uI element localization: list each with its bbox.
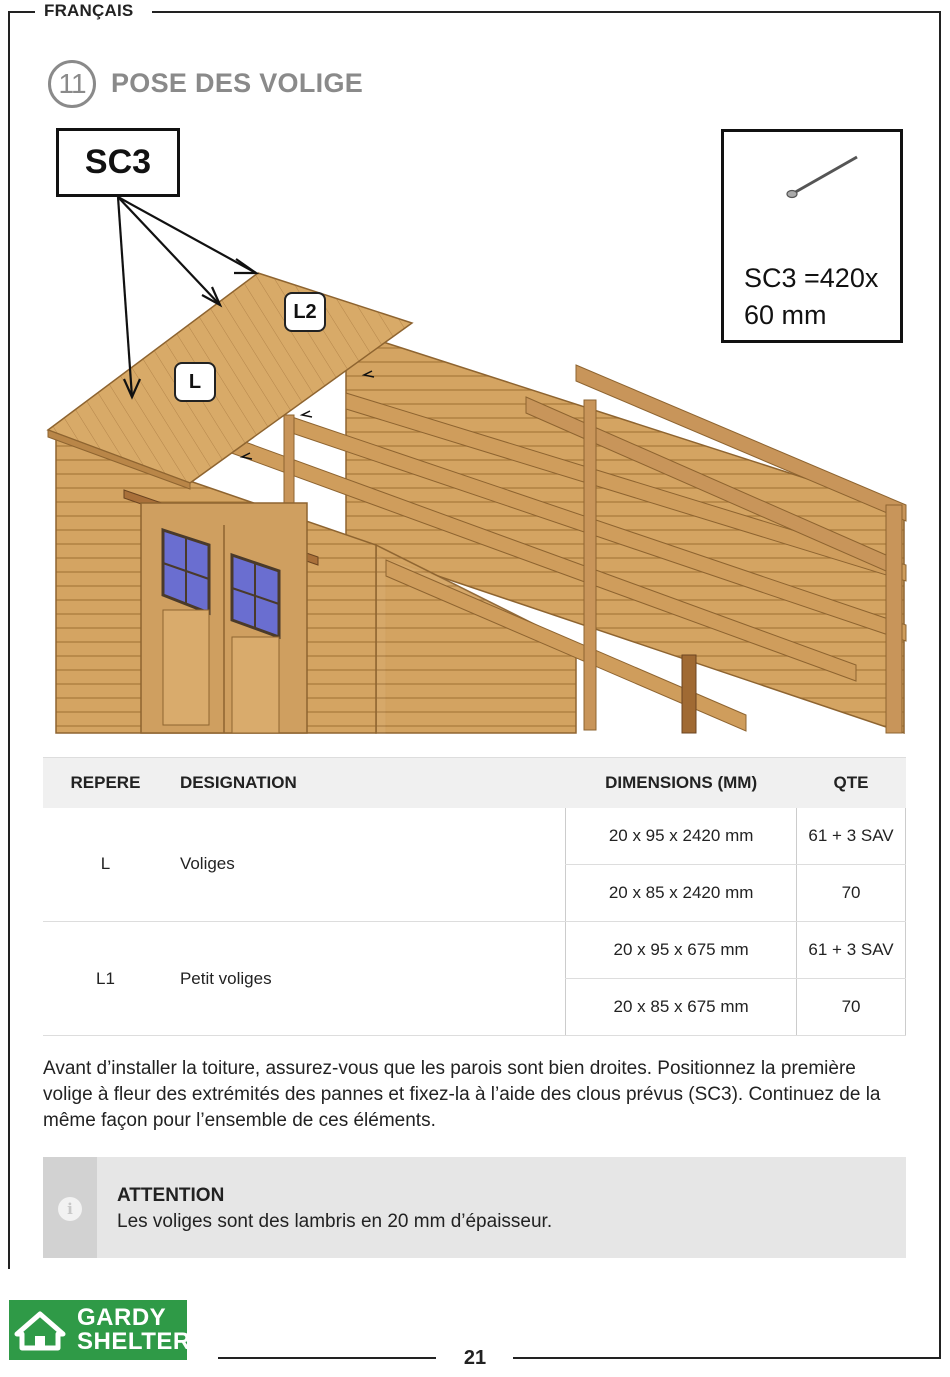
table-row [43,922,906,979]
brand-name [77,1306,191,1354]
table-header-row [43,758,906,808]
column-header-qte: QTE [797,758,906,808]
page-title: POSE DES VOLIGE [111,68,364,98]
column-header-designation: DESIGNATION [168,758,566,808]
table-row [43,808,906,865]
frame-line [152,11,941,13]
cell-qte: 70 [797,979,906,1036]
attention-sidebar [43,1157,97,1258]
cell-repere: L1 [43,922,168,1036]
cell-designation: Petit voliges [168,922,566,1036]
attention-title: ATTENTION [117,1185,225,1206]
cell-dimensions: 20 x 85 x 675 mm [566,979,797,1036]
cell-qte: 61 + 3 SAV [797,922,906,979]
part-tag-l: L [174,362,216,402]
parts-table [43,757,906,1036]
instructions-paragraph: Avant d’installer la toiture, assurez-vous que les parois sont bien droites. Positionnez la première volige à fleur des extrémités des pannes et fixez-la à l’aide des clous prévus (SC3). Continuez de la même façon pour l’ensemble de ces éléments. [43,1058,881,1131]
cell-dimensions: 20 x 95 x 675 mm [566,922,797,979]
cell-dimensions: 20 x 85 x 2420 mm [566,865,797,922]
nail-icon [782,152,862,202]
brand-logo [9,1300,191,1360]
cell-qte: 70 [797,865,906,922]
frame-line [8,11,35,13]
cell-designation: Voliges [168,808,566,922]
cell-repere: L [43,808,168,922]
cell-qte: 61 + 3 SAV [797,808,906,865]
column-header-dimensions: DIMENSIONS (MM) [566,758,797,808]
column-header-repere: REPERE [43,758,168,808]
brand-line2: SHELTER [77,1328,191,1355]
info-icon: i [58,1197,82,1221]
page-number: 21 [463,1347,487,1369]
cell-dimensions: 20 x 95 x 2420 mm [566,808,797,865]
nail-caption: SC3 =420x 60 mm [744,263,879,330]
attention-box [43,1157,906,1258]
footer-line [218,1357,436,1359]
frame-line [8,11,10,1269]
brand-line1: GARDY [77,1304,167,1331]
attention-text: Les voliges sont des lambris en 20 mm d’épaisseur. [117,1211,553,1232]
nail-spec-box [721,129,903,343]
footer-line [513,1357,941,1359]
step-number: 11 [48,60,96,108]
language-label: FRANÇAIS [44,1,134,20]
frame-line [939,11,941,1359]
part-tag-l2: L2 [284,292,326,332]
house-icon [9,1300,71,1360]
sc3-label: SC3 [56,128,180,197]
